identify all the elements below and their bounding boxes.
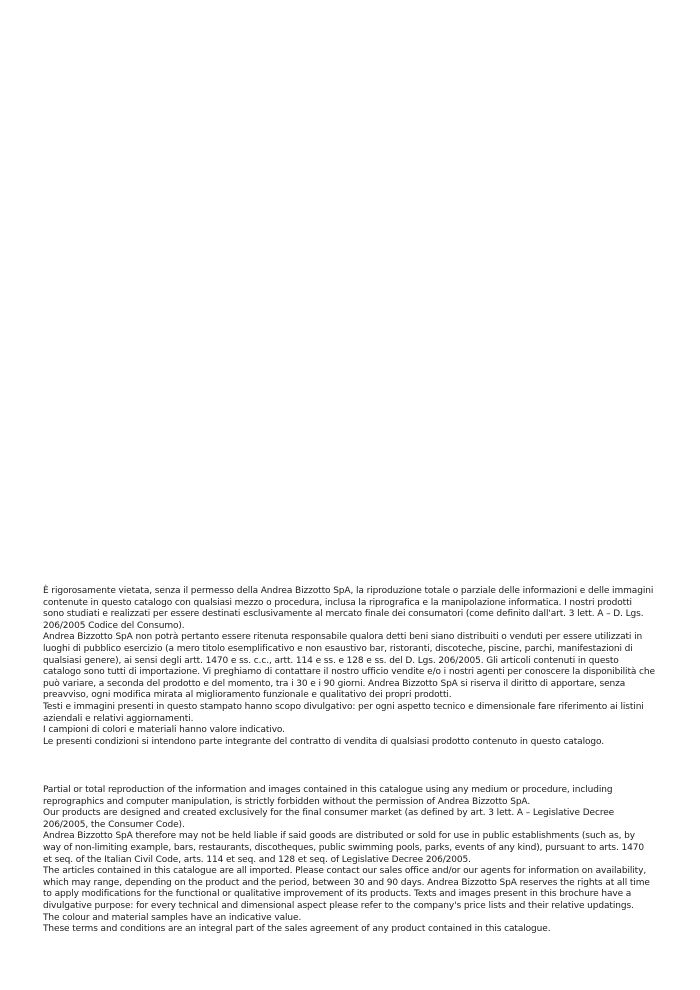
italian-terms-block — [43, 586, 655, 748]
italian-paragraph-reproduction: È rigorosamente vietata, senza il permesso della Andrea Bizzotto SpA, la riproduzione totale o parziale delle informazioni e delle immagini contenute in questo catalogo con qualsiasi mezzo o procedura, inclusa la riprografica e la manipolazione informatica. I nostri prodotti sono studiati e realizzati per essere destinati esclusivamente al mercato finale dei consumatori (come definito dall'art. 3 lett. A – D. Lgs. 206/2005 Codice del Consumo). — [43, 586, 654, 631]
english-paragraph-samples: The colour and material samples have an indicative value. — [43, 912, 302, 923]
english-paragraph-conditions: These terms and conditions are an integral part of the sales agreement of any product contained in this catalogue. — [43, 924, 551, 935]
italian-paragraph-texts-images: Testi e immagini presenti in questo stampato hanno scopo divulgativo: per ogni aspetto tecnico e dimensionale fare riferimento ai listini aziendali e relativi aggiornamenti. — [43, 701, 644, 724]
english-paragraph-reproduction: Partial or total reproduction of the information and images contained in this catalogue using any medium or procedure, including reprographics and computer manipulation, is strictly forbidden without the permission of Andrea Bizzotto SpA. — [43, 785, 613, 807]
italian-paragraph-conditions: Le presenti condizioni si intendono parte integrante del contratto di vendita di qualsiasi prodotto contenuto in questo catalogo. — [43, 736, 604, 747]
italian-paragraph-liability: Andrea Bizzotto SpA non potrà pertanto essere ritenuta responsabile qualora detti beni siano distribuiti o venduti per essere utilizzati in luoghi di pubblico esercizio (a mero titolo esemplificativo e non esaustivo bar, ristoranti, discoteche, piscine, parchi, manifestazioni di qualsiasi genere), ai sensi degli artt. 1470 e ss. c.c., artt. 114 e ss. e 128 e ss. del D. Lgs. 206/2005. Gli articoli contenuti in questo catalogo sono tutti di importazione. Vi preghiamo di contattare il nostro ufficio vendite e/o i nostri agenti per conoscere la disponibilità che può variare, a seconda del prodotto e del momento, tra i 30 e i 90 giorni. Andrea Bizzotto SpA si riserva il diritto di apportare, senza preavviso, ogni modifica mirata al miglioramento funzionale e qualitativo dei propri prodotti. — [43, 632, 655, 701]
english-paragraph-liability: Andrea Bizzotto SpA therefore may not be held liable if said goods are distributed or sold for use in public establishments (such as, by way of non-limiting example, bars, restaurants, discotheques, public swimming pools, parks, events of any kind), pursuant to arts. 1470 et seq. of the Italian Civil Code, arts. 114 et seq. and 128 et seq. of Legislative Decree 206/2005. — [43, 831, 645, 865]
english-terms-block — [43, 785, 655, 936]
english-paragraph-market: Our products are designed and created exclusively for the final consumer market (as defined by art. 3 lett. A – Legislative Decree 206/2005, the Consumer Code). — [43, 808, 615, 830]
italian-paragraph-samples: I campioni di colori e materiali hanno valore indicativo. — [43, 725, 285, 736]
english-paragraph-availability: The articles contained in this catalogue are all imported. Please contact our sales office and/or our agents for information on availability, which may range, depending on the product and the period, between 30 and 90 days. Andrea Bizzotto SpA reserves the rights at all time to apply modifications for the functional or qualitative improvement of its products. Texts and images present in this brochure have a divulgative purpose: for every technical and dimensional aspect please refer to the company's price lists and their relative updatings. — [43, 866, 650, 911]
